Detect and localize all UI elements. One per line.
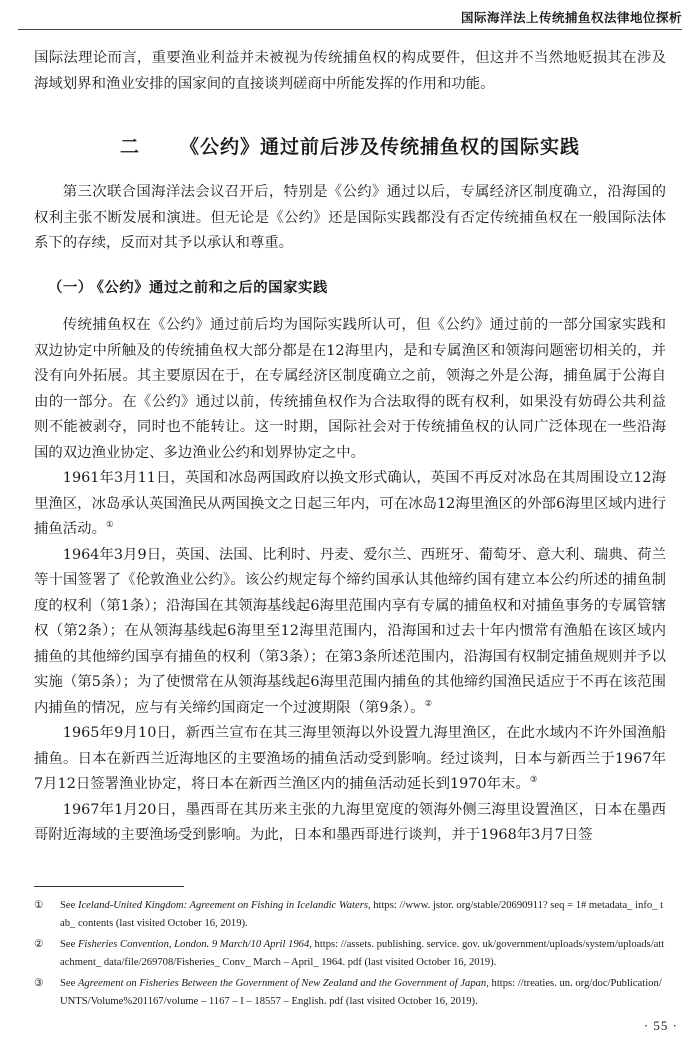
- footnote-marker: ②: [34, 939, 44, 950]
- paragraph: 1967年1月20日，墨西哥在其历来主张的九海里宽度的领海外侧三海里设置渔区，日本在墨西哥附近海域的主要渔场受到影响。为此，日本和墨西哥进行谈判，并于1968年3月7日签: [34, 801, 666, 843]
- footnote-ref[interactable]: ③: [529, 775, 538, 786]
- section-title-text: 《公约》通过前后涉及传统捕鱼权的国际实践: [180, 136, 581, 158]
- footnote-ref[interactable]: ①: [105, 520, 114, 531]
- running-header: [0, 0, 700, 30]
- section-number: 二: [119, 136, 140, 158]
- footnote-prefix: See: [60, 900, 78, 911]
- paragraph-text: 1961年3月11日，英国和冰岛两国政府以换文形式确认，英国不再反对冰岛在其周围设立12海里渔区，冰岛承认英国渔民从两国换文之日起三年内，可在冰岛12海里渔区的外部6海里区域内进行捕鱼活动。: [34, 470, 666, 537]
- running-title: 国际海洋法上传统捕鱼权法律地位探析: [460, 10, 682, 25]
- footnote-citation: , https: //assets. publishing. service. gov. uk/government/uploads/system/uploads/attachment_ data/file/269708/Fisheries_ Conv_ March – April_ 1964. pdf (last visited October 16, 2019).: [60, 939, 665, 968]
- footnote-ref[interactable]: ②: [424, 698, 433, 709]
- paragraph: 传统捕鱼权在《公约》通过前后均为国际实践所认可，但《公约》通过前的一部分国家实践和双边协定中所触及的传统捕鱼权大部分都是在12海里内，是和专属渔区和领海问题密切相关的，并没有向外拓展。其主要原因在于，在专属经济区制度确立之前，领海之外是公海，捕鱼属于公海自由的一部分。在《公约》通过以前，传统捕鱼权作为合法取得的既有权利，如果没有妨碍公共利益则不能被剥夺，同时也不能转让。这一时期，国际社会对于传统捕鱼权的认同广泛体现在一些沿海国的双边渔业协定、多边渔业公约和划界协定之中。: [34, 317, 666, 461]
- paragraph-continued: 国际法理论而言，重要渔业利益并未被视为传统捕鱼权的构成要件，但这并不当然地贬损其在涉及海域划界和渔业安排的国家间的直接谈判磋商中所能发挥的作用和功能。: [34, 50, 666, 92]
- section-intro-paragraph: 第三次联合国海洋法会议召开后，特别是《公约》通过以后，专属经济区制度确立，沿海国的权利主张不断发展和演进。但无论是《公约》还是国际实践都没有否定传统捕鱼权在一般国际法体系下的存续，反而对其予以承认和尊重。: [34, 184, 666, 251]
- paragraph-with-note: [34, 466, 666, 543]
- footnote-item: [34, 897, 666, 933]
- subsection-number: （一）: [48, 279, 93, 296]
- footnote-source-title: Agreement on Fisheries Between the Government of New Zealand and the Government of Japan: [77, 978, 487, 989]
- section-title: [0, 132, 700, 159]
- footnote-marker: ③: [34, 978, 44, 989]
- page-number: · 55 ·: [643, 1018, 678, 1033]
- subsection-title: [34, 276, 328, 297]
- paragraph-text: 1964年3月9日，英国、法国、比利时、丹麦、爱尔兰、西班牙、葡萄牙、意大利、瑞典、荷兰等十国签署了《伦敦渔业公约》。该公约规定每个缔约国承认其他缔约国有建立本公约所述的捕鱼制度的权利（第1条）；沿海国在其领海基线起6海里范围内享有专属的捕鱼权和对捕鱼事务的专属管辖权（第2条）；在从领海基线起6海里至12海里范围内，沿海国和过去十年内惯常有渔船在该区域内捕鱼的其他缔约国享有捕鱼的权利（第3条）；在第3条所述范围内，沿海国有权制定捕鱼规则并予以实施（第5条）；为了使惯常在从领海基线起6海里范围内捕鱼的其他缔约国渔民适应于不再在该范围内捕鱼的情况，应与有关缔约国商定一个过渡期限（第9条）。: [34, 546, 666, 716]
- footnote-marker: ①: [34, 900, 44, 911]
- footnote-separator: [34, 886, 184, 887]
- footnote-citation: , https: //treaties. un. org/doc/Publication/UNTS/Volume%201167/volume – 1167 – I – 18557 – English. pdf (last visited October 16, 2019).: [60, 978, 662, 1007]
- header-rule: [18, 29, 682, 30]
- footnote-source-title: Fisheries Convention, London. 9 March/10 April 1964: [77, 939, 310, 950]
- footnote-prefix: See: [60, 978, 78, 989]
- main-content: [34, 313, 666, 849]
- footnotes: [34, 897, 666, 1014]
- paragraph-with-note: [34, 543, 666, 722]
- paragraph-with-note: [34, 721, 666, 798]
- paragraph-text: 1965年9月10日，新西兰宣布在其三海里领海以外设置九海里渔区，在此水域内不许外国渔船捕鱼。日本在新西兰近海地区的主要渔场的捕鱼活动受到影响。经过谈判，日本与新西兰于1967年7月12日签署渔业协定，将日本在新西兰渔区内的捕鱼活动延长到1970年末。: [34, 725, 666, 792]
- subsection-title-text: 《公约》通过之前和之后的国家实践: [96, 279, 328, 296]
- footnote-item: [34, 975, 666, 1011]
- footnote-prefix: See: [60, 939, 78, 950]
- footnote-citation: , https: //www. jstor. org/stable/20690911? seq = 1# metadata_ info_ tab_ contents (last visited October 16, 2019).: [60, 900, 664, 929]
- footnote-source-title: Iceland-United Kingdom: Agreement on Fishing in Icelandic Waters: [77, 900, 368, 911]
- footnote-item: [34, 936, 666, 972]
